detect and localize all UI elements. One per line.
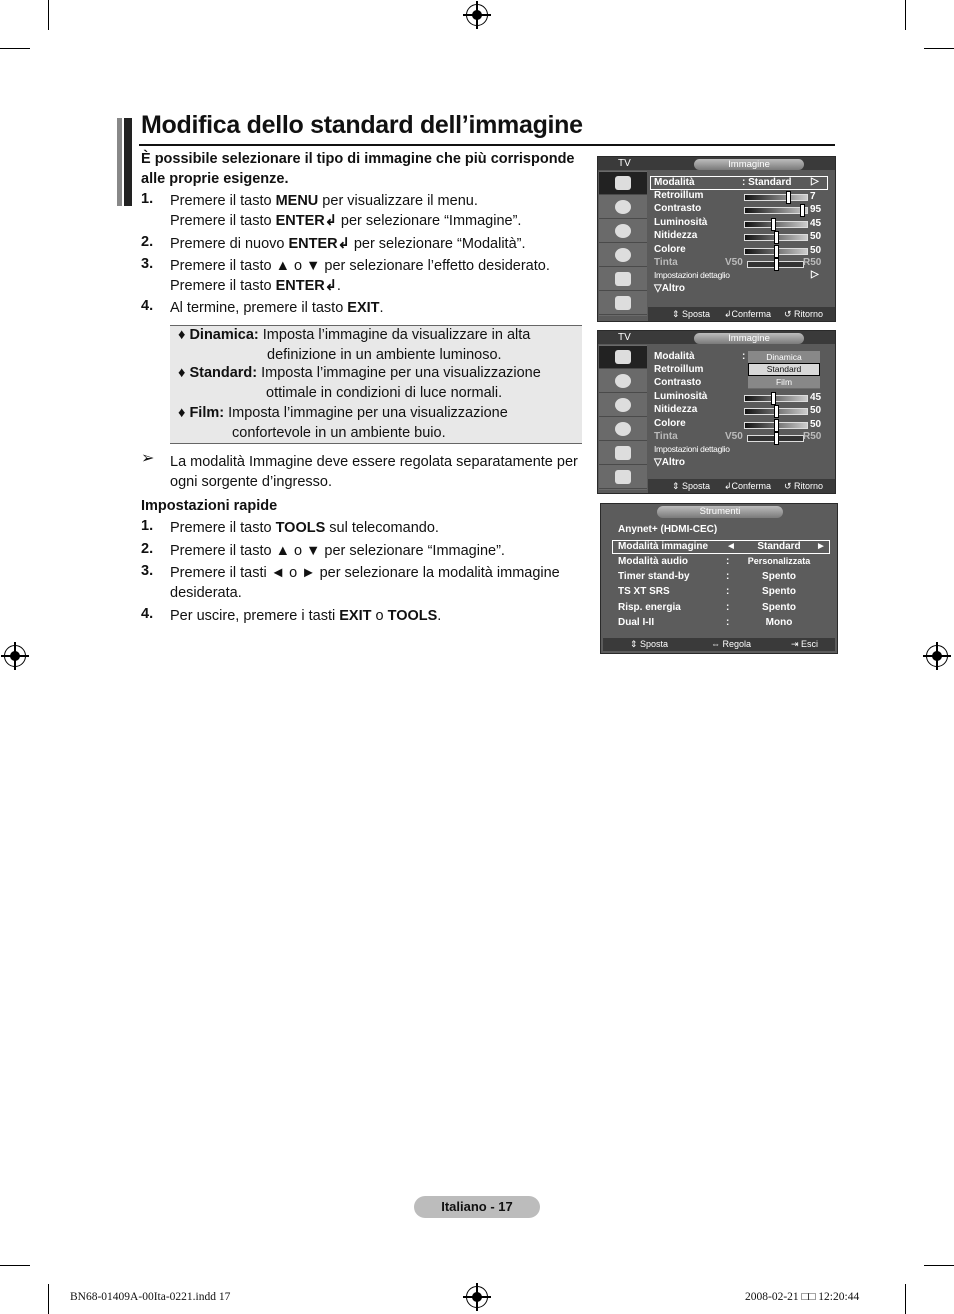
menu-sidebar [599,345,647,490]
tint-right: R50 [803,257,822,268]
tools-row-label[interactable]: Risp. energia [618,602,681,613]
menu-row-label[interactable]: Impostazioni dettaglio [654,444,730,454]
slider[interactable] [744,395,808,402]
menu-footer [648,307,835,321]
slug-left: BN68-01409A-00Ita-0221.indd 17 [70,1291,231,1303]
menu-row-label[interactable]: Colore [654,418,686,429]
step-text: Premere il tasto ENTER↲. [170,278,341,294]
slider[interactable] [744,408,808,415]
menu-row-value: 50 [810,231,822,242]
step-number: 2. [141,234,154,250]
input-icon[interactable] [599,268,647,291]
title-rule [139,144,835,146]
menu-row-label[interactable]: Modalità [654,177,695,188]
tools-row-colon: : [726,617,730,628]
step-number: 3. [141,563,154,579]
footer-confirm: ↲Conferma [724,481,772,491]
menu-row-label[interactable]: Luminosità [654,391,708,402]
slider[interactable] [744,221,808,228]
mode-item: confortevole in un ambiente buio. [232,425,446,441]
application-icon[interactable] [599,466,647,489]
sound-icon[interactable] [599,370,647,393]
quick-heading: Impostazioni rapide [141,498,278,514]
menu-row-value: 50 [810,419,822,430]
step-text: Al termine, premere il tasto EXIT. [170,300,384,316]
menu-tab: Immagine [694,159,804,170]
menu-row-label: Tinta [654,257,678,268]
footer-confirm: ↲Conferma [724,309,772,319]
step-text: Premere il tasti ◄ o ► per selezionare la modalità immagine [170,565,560,581]
tools-row-label[interactable]: Dual I-II [618,617,655,628]
tools-menu [600,503,838,654]
menu-row-label[interactable]: Colore [654,244,686,255]
enter-icon: ↲ [324,213,337,229]
sound-icon[interactable] [599,196,647,219]
crop-mark [48,1284,49,1314]
picture-icon[interactable] [599,172,647,195]
registration-mark-icon [4,645,26,667]
tools-row-label[interactable]: Modalità audio [618,556,688,567]
footer-move: ⇕ Sposta [672,309,711,319]
menu-row-label[interactable]: Nitidezza [654,230,698,241]
tools-row-colon: : [726,586,730,597]
menu-row-value: 50 [810,245,822,256]
registration-mark-icon [926,645,948,667]
tools-row-value: Spento [762,571,796,582]
page-number-badge: Italiano - 17 [414,1196,540,1218]
menu-row-value: : Standard [742,177,792,188]
picture-icon[interactable] [599,346,647,369]
step-text: Premere il tasto ENTER↲ per selezionare “Immagine”. [170,213,522,229]
crop-mark [905,1284,906,1314]
arrow-right-icon: ▷ [811,176,819,187]
slider[interactable] [744,234,808,241]
tint-right: R50 [803,431,822,442]
menu-row-label[interactable]: ▽Altro [654,283,686,294]
input-icon[interactable] [599,442,647,465]
slider[interactable] [744,207,808,214]
tools-row-label[interactable]: TS XT SRS [618,586,670,597]
menu-row-value: 7 [810,191,816,202]
footer-move: ⇕ Sposta [630,639,669,649]
dropdown-option-selected[interactable]: Standard [748,363,820,376]
mode-item: ottimale in condizioni di luce normali. [266,385,503,401]
setup-icon[interactable] [599,418,647,441]
note-arrow-icon: ➢ [141,450,155,467]
footer-exit: ⇥ Esci [791,639,819,649]
tools-row-colon: : [726,556,730,567]
menu-row-label[interactable]: ▽Altro [654,457,686,468]
step-number: 2. [141,541,154,557]
menu-tab: Immagine [694,333,804,344]
menu-row-label[interactable]: Contrasto [654,377,702,388]
title-accent-bar [124,118,132,206]
step-text: Premere il tasto TOOLS sul telecomando. [170,520,439,536]
footer-move: ⇕ Sposta [672,481,711,491]
footer-back: ↺ Ritorno [784,481,824,491]
mode-item: ♦ Standard: Imposta l’immagine per una visualizzazione [178,365,541,381]
enter-icon: ↲ [324,278,337,294]
tools-row-label[interactable]: Timer stand-by [618,571,690,582]
tools-row-colon: : [726,571,730,582]
menu-header [598,331,835,344]
menu-row-label[interactable]: Nitidezza [654,404,698,415]
menu-row-label[interactable]: Contrasto [654,203,702,214]
slider [747,261,804,268]
tools-row-value: Standard [757,541,801,552]
menu-row-colon: : [742,351,746,362]
page-title: Modifica dello standard dell’immagine [141,111,583,139]
tools-title: Strumenti [657,506,783,518]
tv-menu-picture-mode [597,330,836,494]
menu-header [598,157,835,170]
dropdown-option[interactable]: Dinamica [748,351,820,363]
tools-row-label[interactable]: Modalità immagine [618,541,709,552]
step-text: Premere il tasto ▲ o ▼ per selezionare “Immagine”. [170,543,505,559]
setup-icon[interactable] [599,244,647,267]
tools-row-colon: : [726,602,730,613]
menu-row-label[interactable]: Retroillum [654,364,704,375]
arrow-right-icon: ▷ [811,269,819,280]
menu-row-label[interactable]: Luminosità [654,217,708,228]
menu-row-value: 50 [810,405,822,416]
crop-mark [905,0,906,30]
step-number: 1. [141,191,154,207]
channel-icon[interactable] [599,394,647,417]
registration-mark-icon [466,4,488,26]
crop-mark [48,0,49,30]
step-text: Premere il tasto ▲ o ▼ per selezionare l’effetto desiderato. [170,258,550,274]
channel-icon[interactable] [599,220,647,243]
step-text: Premere il tasto MENU per visualizzare il menu. [170,193,478,209]
step-number: 4. [141,606,154,622]
mode-item: ♦ Film: Imposta l’immagine per una visualizzazione [178,405,508,421]
title-accent-bar [117,118,122,206]
arrow-right-icon[interactable]: ► [816,541,826,552]
menu-row-label: Tinta [654,431,678,442]
intro-line: alle proprie esigenze. [141,171,289,187]
registration-mark-icon [466,1286,488,1308]
menu-row-value: 45 [810,392,822,403]
application-icon[interactable] [599,292,647,315]
footer-back: ↺ Ritorno [784,309,824,319]
menu-row-label[interactable]: Retroillum [654,190,704,201]
step-number: 1. [141,518,154,534]
step-number: 3. [141,256,154,272]
step-text: desiderata. [170,585,242,601]
slider[interactable] [744,194,808,201]
crop-mark [924,1265,954,1266]
menu-footer [648,479,835,493]
step-number: 4. [141,298,154,314]
tv-label: TV [618,158,631,169]
mode-dropdown[interactable] [748,351,820,389]
menu-row-value: 95 [810,204,822,215]
dropdown-option[interactable]: Film [748,376,820,388]
note-text: La modalità Immagine deve essere regolata separatamente per [170,454,578,470]
crop-mark [0,1265,30,1266]
tools-row-value: Mono [765,617,793,628]
tv-label: TV [618,332,631,343]
tools-footer [603,638,835,651]
tools-row-colon: ◄ [726,541,736,552]
tools-row-value: Spento [762,602,796,613]
step-text: Per uscire, premere i tasti EXIT o TOOLS. [170,608,442,624]
tools-row-value: Personalizzata [747,556,811,566]
slider[interactable] [744,248,808,255]
mode-item: ♦ Dinamica: Imposta l’immagine da visualizzare in alta [178,327,531,343]
tools-row-value: Spento [762,586,796,597]
intro-line: È possibile selezionare il tipo di immagine che più corrisponde [141,151,575,167]
mode-item: definizione in un ambiente luminoso. [267,347,502,363]
enter-icon: ↲ [337,236,350,252]
menu-row-value: 45 [810,218,822,229]
footer-adjust: ⇔ Regola [711,639,752,649]
slider [747,435,804,442]
note-text: ogni sorgente d’ingresso. [170,474,333,490]
step-text: Premere di nuovo ENTER↲ per selezionare “Modalità”. [170,236,526,252]
tools-row-label[interactable]: Anynet+ (HDMI-CEC) [618,524,718,535]
menu-sidebar [599,171,647,316]
tint-left: V50 [725,257,743,268]
crop-mark [924,48,954,49]
slug-right: 2008-02-21 □□ 12:20:44 [745,1291,860,1303]
tv-menu-picture [597,156,836,322]
menu-row-label[interactable]: Modalità [654,351,695,362]
crop-mark [0,48,30,49]
slider[interactable] [744,422,808,429]
menu-row-label[interactable]: Impostazioni dettaglio [654,270,730,280]
tint-left: V50 [725,431,743,442]
